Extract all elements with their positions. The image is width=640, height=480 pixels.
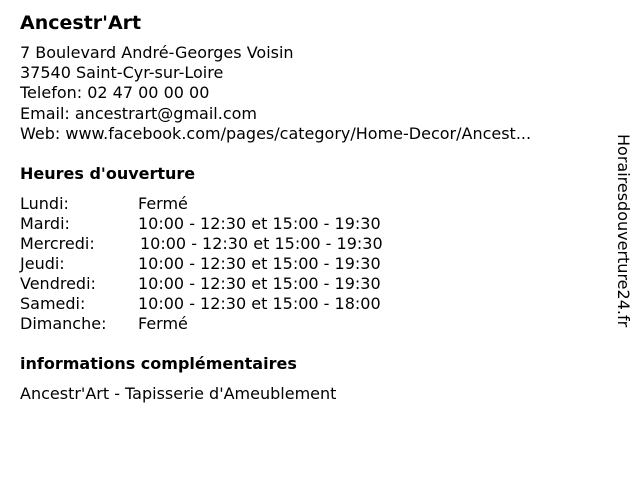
time-value: Fermé bbox=[138, 314, 188, 333]
web-line: Web: www.facebook.com/pages/category/Home-Decor/Ancest... bbox=[20, 123, 532, 143]
street-address: 7 Boulevard André-Georges Voisin bbox=[20, 43, 294, 62]
day-label: Jeudi: bbox=[20, 254, 65, 273]
day-label: Vendredi: bbox=[20, 274, 96, 293]
watermark-text: Horairesdouverture24.fr bbox=[614, 134, 633, 328]
time-value: Fermé bbox=[138, 194, 188, 213]
day-label: Mercredi: bbox=[20, 234, 95, 253]
phone-line: Telefon: 02 47 00 00 00 bbox=[20, 83, 210, 103]
contact-block bbox=[20, 43, 531, 144]
email-line: Email: ancestrart@gmail.com bbox=[20, 103, 257, 123]
city-address: 37540 Saint-Cyr-sur-Loire bbox=[20, 63, 224, 83]
time-value: 10:00 - 12:30 et 15:00 - 19:30 bbox=[138, 254, 381, 273]
hours-title: Heures d'ouverture bbox=[20, 164, 196, 183]
day-label: Samedi: bbox=[20, 294, 86, 313]
time-value: 10:00 - 12:30 et 15:00 - 18:00 bbox=[138, 294, 381, 313]
time-value: 10:00 - 12:30 et 15:00 - 19:30 bbox=[140, 234, 383, 253]
time-value: 10:00 - 12:30 et 15:00 - 19:30 bbox=[138, 274, 381, 293]
business-name: Ancestr'Art bbox=[20, 12, 142, 34]
time-value: 10:00 - 12:30 et 15:00 - 19:30 bbox=[138, 214, 381, 233]
watermark bbox=[611, 134, 635, 370]
day-label: Dimanche: bbox=[20, 314, 107, 333]
day-label: Mardi: bbox=[20, 214, 70, 233]
extra-info-title: informations complémentaires bbox=[20, 354, 297, 373]
extra-info-text: Ancestr'Art - Tapisserie d'Ameublement bbox=[20, 384, 337, 403]
day-label: Lundi: bbox=[20, 194, 69, 213]
